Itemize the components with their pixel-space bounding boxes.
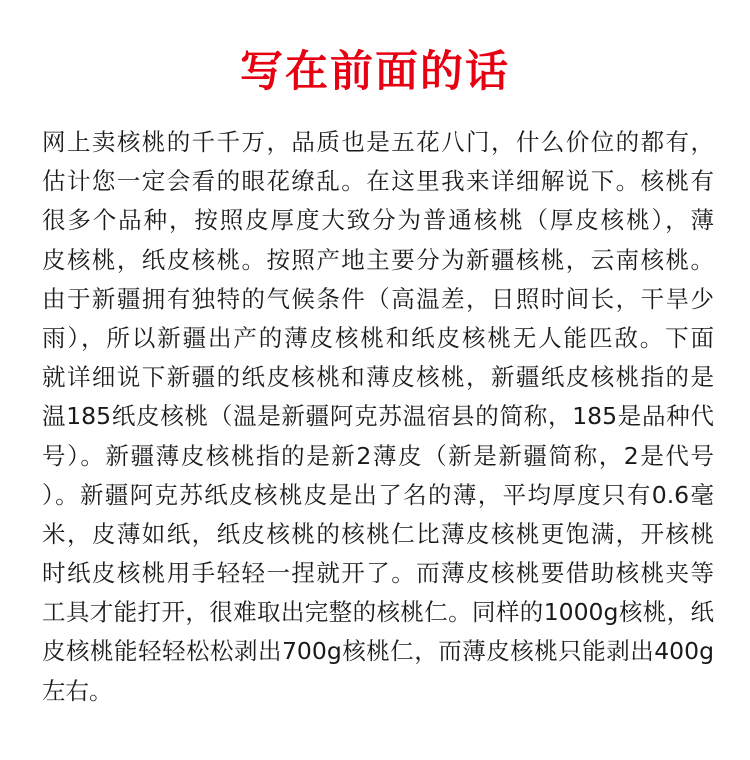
- paragraph-line: 温185纸皮核桃（温是新疆阿克苏温宿县的简称，185是品种代: [42, 402, 714, 431]
- paragraph-line: 皮核桃能轻轻松松剥出700g核桃仁，而薄皮核桃只能剥出400g: [42, 637, 714, 666]
- paragraph-line: 网上卖核桃的千千万，品质也是五花八门，什么价位的都有，: [42, 128, 714, 156]
- paragraph-line: 由于新疆拥有独特的气候条件（高温差，日照时间长，干旱少: [42, 284, 714, 313]
- paragraph-line: ）。新疆阿克苏纸皮核桃皮是出了名的薄，平均厚度只有0.6毫: [42, 480, 714, 509]
- page-title: 写在前面的话: [240, 47, 510, 97]
- paragraph-line: 估计您一定会看的眼花缭乱。在这里我来详细解说下。核桃有: [42, 167, 714, 196]
- paragraph-line: 号）。新疆薄皮核桃指的是新2薄皮（新是新疆简称，2是代号: [42, 441, 714, 470]
- paragraph-line: 左右。: [42, 676, 113, 705]
- article-body: [42, 123, 714, 711]
- paragraph-line: 米，皮薄如纸，纸皮核桃的核桃仁比薄皮核桃更饱满，开核桃: [42, 519, 714, 548]
- paragraph-line: 很多个品种，按照皮厚度大致分为普通核桃（厚皮核桃），薄: [42, 206, 714, 235]
- paragraph-line: 雨），所以新疆出产的薄皮核桃和纸皮核桃无人能匹敌。下面: [42, 323, 714, 352]
- paragraph-line: 就详细说下新疆的纸皮核桃和薄皮核桃，新疆纸皮核桃指的是: [42, 363, 714, 392]
- paragraph-line: 时纸皮核桃用手轻轻一捏就开了。而薄皮核桃要借助核桃夹等: [42, 559, 714, 588]
- paragraph-line: 工具才能打开，很难取出完整的核桃仁。同样的1000g核桃，纸: [42, 598, 714, 627]
- paragraph-line: 皮核桃，纸皮核桃。按照产地主要分为新疆核桃，云南核桃。: [42, 245, 714, 274]
